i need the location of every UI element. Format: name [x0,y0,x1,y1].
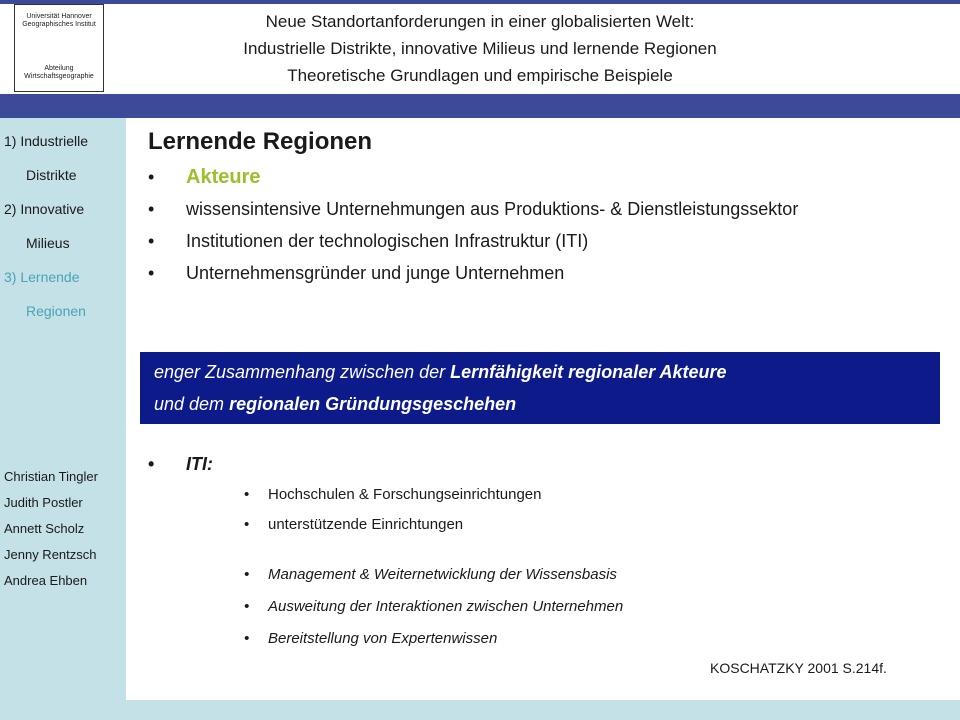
sub-bullet-expertenwissen: • Bereitstellung von Expertenwissen [244,630,498,647]
nav-item-innovative-milieus[interactable]: 2) Innovative Milieus [4,201,85,251]
sub-bullet-ausweitung: • Ausweitung der Interaktionen zwischen Unternehmen [244,598,624,615]
highlight-box [140,352,940,424]
slide-title: Lernende Regionen [148,128,373,155]
logo-line-4: Wirtschaftsgeographie [24,73,94,80]
logo-line-2: Geographisches Institut [22,21,96,28]
header-line-2: Industrielle Distrikte, innovative Milieus und lernende Regionen [243,39,717,58]
author-name: Jenny Rentzsch [4,547,97,562]
highlight-line-2: und dem regionalen Gründungsgeschehen [154,394,517,414]
sub-bullet-management: • Management & Weiternetwicklung der Wissensbasis [244,566,617,583]
sub-bullet-einrichtungen: • unterstützende Einrichtungen [244,516,464,533]
university-logo [14,4,104,92]
sub-bullet-hochschulen: • Hochschulen & Forschungseinrichtungen [244,486,542,503]
author-list [4,464,98,594]
slide-header [120,8,840,89]
sidebar-nav [4,124,88,328]
header-line-3: Theoretische Grundlagen und empirische Beispiele [287,66,673,85]
header-line-1: Neue Standortanforderungen in einer globalisierten Welt: [265,12,695,31]
sidebar-divider [126,118,140,700]
bullet-wissensintensive: • wissensintensive Unternehmungen aus Produktions- & Dienstleistungssektor [148,198,948,220]
logo-line-3: Abteilung [44,65,74,72]
footer-band [0,700,960,720]
bullet-akteure: • Akteure [148,166,948,188]
highlight-line-1: enger Zusammenhang zwischen der Lernfähigkeit regionaler Akteure [154,362,727,382]
top-band [0,0,960,4]
slide-content [148,124,948,294]
header-band [0,94,960,118]
citation: KOSCHATZKY 2001 S.214f. [710,660,887,676]
author-name: Judith Postler [4,495,83,510]
bullet-gruender: • Unternehmensgründer und junge Unternehmen [148,262,948,284]
author-name: Annett Scholz [4,521,85,536]
nav-item-lernende-regionen[interactable]: 3) Lernende Regionen [4,269,86,319]
bullet-iti: • ITI: [148,454,213,475]
logo-line-1: Universität Hannover [26,13,92,20]
bullet-iti-institutionen: • Institutionen der technologischen Infrastruktur (ITI) [148,230,948,252]
author-name: Andrea Ehben [4,573,88,588]
nav-item-industrielle-distrikte[interactable]: 1) Industrielle Distrikte [4,133,89,183]
author-name: Christian Tingler [4,469,98,484]
